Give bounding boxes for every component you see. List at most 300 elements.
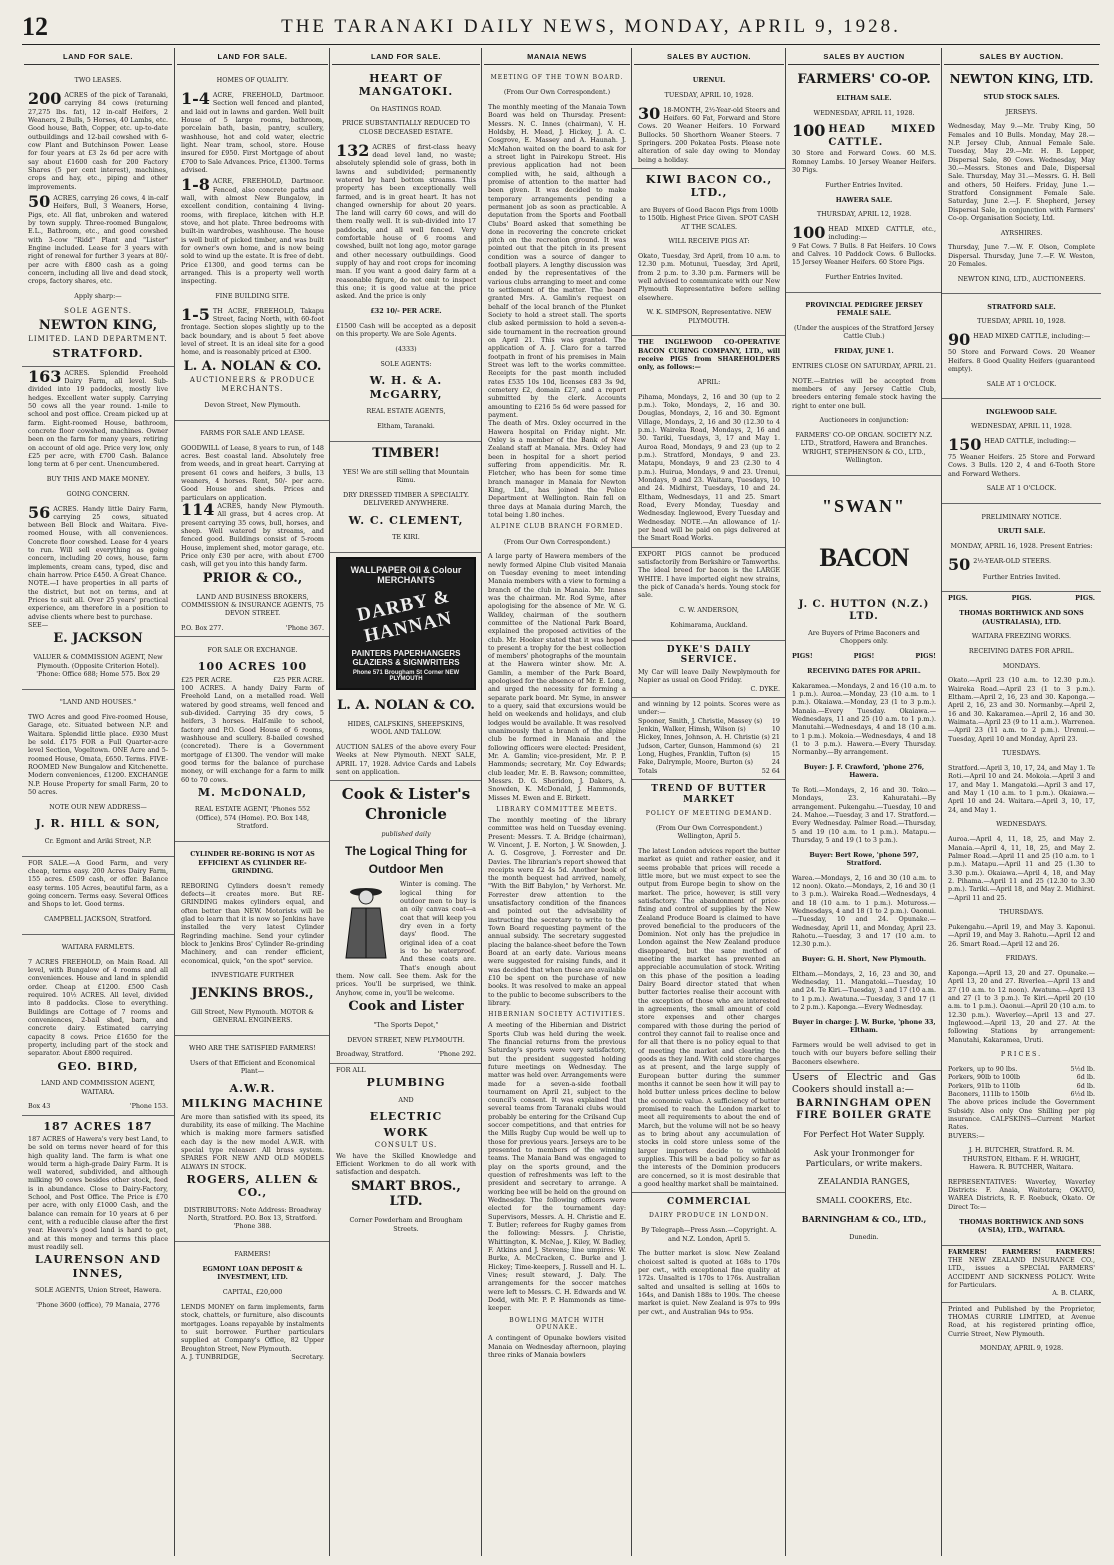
ad-sub-2: AYRSHIRES. [1000, 228, 1043, 237]
firm-name: FARMERS' CO-OP. [797, 72, 931, 87]
firm-name: CAMPBELL JACKSON, Stratford. [44, 914, 152, 923]
ad-title: "LAND AND HOUSES." [59, 698, 137, 707]
buyers-title: BUYERS:— [948, 1131, 985, 1140]
column-header: LAND FOR SALE. [177, 48, 328, 65]
section-title: MEETING OF THE TOWN BOARD. [490, 74, 624, 81]
ad-title: RECEIVING DATES FOR APRIL. [807, 666, 921, 675]
byline: (From Our Own Correspondent.) [503, 88, 611, 97]
chronicle-title-2: Chronicle [365, 805, 447, 824]
ad-close: ENTRIES CLOSE ON SATURDAY, APRIL 21. [792, 361, 936, 370]
article-sub: POLICY OF MEETING DEMAND. [645, 809, 773, 817]
ad-inglewood-sale [942, 399, 1101, 504]
firm-sub: LAND AND BUSINESS BROKERS, COMMISSION & INSURANCE AGENTS, 75 DEVON STREET. [181, 592, 324, 618]
acreage: 1-4 [181, 89, 210, 109]
firm-name: GEO. BIRD, [57, 1059, 139, 1073]
firm-address: Devon Street, New Plymouth. [204, 400, 301, 409]
firm-name: J. R. HILL & SON, [35, 817, 161, 831]
ad-title: FARMERS! [234, 1250, 271, 1259]
day-heading: THURSDAYS. [999, 908, 1044, 917]
signature: C. DYKE. [750, 684, 780, 693]
ad-smart-bros [330, 1064, 482, 1244]
ad-date: THURSDAY, APRIL 12, 1928. [816, 210, 912, 219]
ad-text: REBORING Cylinders doesn't remedy defects—it creates more. But RE-GRINDING makes cylinders equal, and often better than NEW. Motorists will be glad to learn that it is now so Jenkins have installed the very latest Cylinder Regrinding machine. Send your cylinder block to Jenkins Bros' Cylinder Re-grinding Machinery, and can render efficient, economical, quick, "on the spot" service. [181, 881, 324, 965]
page-number: 12 [22, 12, 48, 41]
firm-name: JENKINS BROS., [191, 986, 314, 1002]
score-row: Long, Hughes, Franklin, Tufton (s) 15 [638, 750, 780, 759]
agents-label: SOLE AGENTS. [64, 306, 132, 315]
column-header: SALES BY AUCTION [788, 48, 940, 65]
signature: A. B. CLARK, [1052, 1289, 1095, 1298]
ad-export-pigs [632, 548, 786, 641]
signature: C. W. ANDERSON, [679, 606, 739, 615]
lot-caption: HEAD CATTLE, including:— [984, 437, 1076, 446]
ad-date: FRIDAY, JUNE 1. [834, 347, 894, 356]
ad-consult: CONSULT US. [374, 1140, 438, 1149]
ad-text: ACRES. Splendid Freehold Dairy Farm, all level. Sub-divided into 19 paddocks, mostly live hedges. Excellent water supply. Carrying 50 cows all the year round. 1-mile to school and post office. Cream picked up at farm. Eight-roomed House, bathroom, concrete floor cowshed, machines. Owner been on the farm for many years, retiring on account of old age. Price very low, only £25 per acre, with £700 Cash. Balance long term at 6 per cent. Unencumbered. [28, 368, 168, 469]
ad-text-3: Warea.—Mondays, 2, 16 and 30 (10 a.m. to 12 noon). Okato.—Mondays, 2, 16 and 30 (1 to 3 p.m.). Waireka Road.—Wednesdays, 4 and 18 (10 a.m. to 1 p.m.). Motuross.—Wednesdays, 4 and 18 (1 to 2 p.m.). Oaonui.—Tuesday, 10 and 24. Opunake.—Wednesday, April 11, and Monday, April 23. Rahotu.—Tuesday, 3 and 17 (10 a.m. to 12.30 p.m.). [792, 873, 936, 949]
ad-timber [330, 442, 482, 553]
firm-sub: LIMITED. LAND DEPARTMENT. [28, 335, 168, 344]
ad-text: 7 ACRES FREEHOLD, on Main Road. All level, with Bungalow of 4 rooms and all conveniences. House and land in splendid order. Cheap at £1200. £500 Cash required. 10½ ACRES. All level, divided into 8 paddocks. Close to everything. Buildings are Cottage of 7 rooms and conveniences, 2-bail shed, barn, and concrete dairy. Estimated carrying capacity 8 cows. Price £1650 for the property, including part of the stock and separator. About £800 required. [28, 957, 168, 1058]
ad-range-2: SMALL COOKERS, Etc. [815, 1195, 913, 1205]
ad-note: NOTE OUR NEW ADDRESS— [49, 802, 147, 811]
lot-count: 150 [948, 435, 982, 455]
day-dates: Pukengahu.—April 19, and May 3. Kaponui.—April 19, and May 3. Rahotu.—April 12 and 26. Smart Road.—April 12 and 26. [948, 922, 1095, 948]
firm-name: M. McDONALD, [197, 785, 308, 799]
ad-homes-quality [175, 68, 330, 421]
article-text: The butter market is slow. New Zealand choicest salted is quoted at 168s to 170s per cwt., with exceptional fine quality at 172s. Unsalted is 170s to 176s. Australian salted and unsalted is selling at 160s to 164s, and Danish 188s to 190s. The cheese market is quiet. New Zealand is 97s to 99s per cwt., and Australian 94s to 95s. [638, 1249, 780, 1316]
ad-foot: SALE AT 1 O'CLOCK. [986, 379, 1057, 388]
ad-title: RECEIVING DATES FOR APRIL. [968, 646, 1075, 655]
ad-headline-2: Outdoor Men [368, 862, 444, 877]
firm-sub: REAL ESTATE AGENTS, [366, 407, 446, 416]
ad-farmers-coop [786, 68, 942, 293]
prices-title: PRICES. [1000, 1050, 1043, 1059]
firm-sub: HIDES, CALFSKINS, SHEEPSKINS, WOOL AND TALLOW. [347, 719, 465, 737]
ad-date: WEDNESDAY, APRIL 11, 1928. [971, 422, 1072, 431]
ad-text-2: £1500 Cash will be accepted as a deposit on this property. We are Sole Agents. [336, 321, 476, 339]
signature-town: Kohimarama, Auckland. [670, 620, 748, 629]
section-title: LIBRARY COMMITTEE MEETS. [496, 806, 618, 814]
wp-name: DARBY & HANNAN [355, 585, 455, 647]
acreage: 1-5 [181, 304, 210, 324]
acreage: 114 [181, 500, 215, 520]
ad-headline: 187 ACRES 187 [43, 1119, 153, 1133]
ad-title: STUD STOCK SALES. [983, 92, 1060, 101]
price-row: Porkers, 91lb to 110lb 6d lb. [948, 1081, 1095, 1090]
ad-text: Wednesday, May 9.—Mr. Truby King, 50 Females and 10 Bulls. Monday, May 28.—N.P. Jersey Club, Annual Female Sale. Tuesday, May 29.—Mr. H. B. Lepper, Dispersal Sale, 80 Cows. Wednesday, May 30.—Messrs. Stones and Dale, Dispersal Sale. Thursday, May 31.—Messrs. G. H. Bell and others, 50 Heifers. Friday, June 1.—Stratford Consignment Female Sale. Saturday, June 2.—J. F. Shepherd, Jersey Dispersal Sale, in conjunction with Farmers' Co-op. Organisation Society, Ltd. [948, 122, 1095, 222]
ad-text-2: Te Roti.—Mondays, 2, 16 and 30. Toko.—Mondays, 23. Kahuratahi.—By arrangement. Pukengahu.—Tuesday, 10 and 24. Mahoe.—Tuesday, 3 and 17. Stratford.—Every Wednesday. Palmer Road.—Thursday, 5 and 19 (10 a.m. to 1 p.m.). Matapu.—Thursday, 5 and 19 (1 to 3 p.m.). [792, 786, 936, 844]
ad-title: FOR SALE OR EXCHANGE. [207, 645, 298, 654]
firm-sub: REAL ESTATE AGENT, 'Phones 552 (Office), 574 (Home). P.O. Box 148, Stratford. [194, 805, 311, 831]
masthead-rule [22, 44, 1100, 45]
firm-name: PRIOR & CO., [202, 570, 303, 586]
ad-text: 2½-YEAR-OLD STEERS. [973, 556, 1052, 565]
ad-stratford-sale [942, 294, 1101, 399]
firm-name: SMART BROS., LTD. [351, 1178, 461, 1210]
ad-sale-exchange [175, 637, 330, 842]
ad-sub: URUTI SALE. [997, 527, 1046, 536]
column-header: SALES BY AUCTION. [944, 48, 1099, 65]
ad-title: INGLEWOOD SALE. [986, 407, 1057, 416]
column-6 [785, 48, 942, 1556]
ad-dyke-service [632, 641, 786, 699]
news-butter-market [632, 780, 786, 1193]
ad-title: TWO LEASES. [74, 76, 122, 85]
ad-date: WEDNESDAY, APRIL 11, 1928. [813, 108, 915, 117]
ad-farms-lease [175, 421, 330, 638]
imprint [942, 1303, 1101, 1363]
ad-text: EXPORT PIGS cannot be produced satisfactorily from Berkshire or Tamworths. The ideal breed for bacon is the LARGE WHITE. I have imported eight new strains, the pick of Canada's herds. Young stock for sale. [638, 549, 780, 600]
ad-text: GOODWILL of Lease, 8 years to run, of 148 acres. Best coastal land. Absolutely free from weeds, and in great heart. Carrying at present 61 cows and heifers, 3 bulls, 13 weaners, 4 horses. Rent, 50/- per acre. Good House and sheds. Prices and particulars on application. [181, 443, 324, 502]
firm-name: BARNINGHAM & CO., LTD., [801, 1214, 927, 1225]
ad-two-leases [22, 68, 174, 367]
ad-text: Pihama, Mondays, 2, 16 and 30 (up to 2 p.m.). Toko, Mondays, 2, 16 and 30. Douglas, Mondays, 2, 16 and 30. Egmont Village, Mondays, 2, 16 and 30 (12.30 to 4 p.m.). Waireka Road, Mondays, 2, 16 and 30. Tariki, Tuesdays, 3, 17 and May 1. Auroa Road, Mondays, 9 and 23 (up to 2 p.m.). Stratford, Mondays, 9 and 23. Matapu, Mondays, 9 and 23 (2.30 to 4 p.m.). Huirua, Mondays, 9 and 23. Urenui, Mondays, 9 and 23. Waitara, Tuesdays, 10 and 24. Midhirst, Tuesdays, 10 and 24. Eltham, Wednesdays, 11 and 25. Smart Road, Every Monday, Tuesday and Wednesday. Inglewood, Every Tuesday and Wednesday. NOTE.—An allowance of 1/- per head will be paid on pigs delivered at the Smart Road Works. [638, 392, 780, 543]
ad-headline: 100 ACRES 100 [197, 660, 308, 674]
firm-sub: Corner Powderham and Brougham Streets. [349, 1216, 463, 1233]
firm-sub: AUCTIONEERS & PRODUCE MERCHANTS. [189, 376, 316, 394]
ad-title: HAWERA SALE. [835, 195, 893, 204]
reps: REPRESENTATIVES: Waverley, Waverley Districts: F. Anaia, Waitotara; OKATO, WAREA Districts, R. F. Roebuck, Okato. Or Direct To:— [948, 1177, 1095, 1211]
wp-phone: Phone 571 Brougham St Corner NEW PLYMOUTH [352, 669, 460, 682]
ad-mangatoki [330, 68, 482, 442]
ad-month: APRIL: [697, 378, 721, 387]
ad-187-acres [22, 1116, 174, 1320]
ad-sub: WILL RECEIVE PIGS AT: [668, 237, 750, 246]
ad-text: ACRE, FREEHOLD, Dartmoor. Section well fenced and planted, and laid out in lawns and garden. Well built House of 5 large rooms, bathroom, porcelain bath, basin, pantry, scullery, washhouse, hot and cold water, electric light. Near tram, school, store. House insured for £950. First Mortgage of about £700 to Sale Advances. Price, £1300. Terms advised. [181, 91, 324, 175]
lot-count: 90 [948, 330, 971, 350]
agents-label: SOLE AGENTS: [380, 359, 432, 368]
ad-swan-bacon: "SWAN" BACON J. C. HUTTON (N.Z.) LTD. Are Buyers of Prime Baconers and Choppers only. PIGS! PIGS! PIGS! RECEIVING DATES FOR APRIL. Kakaramea.—Mondays, 2 and 16 (10 a.m. to 1 p.m.). Auroa.—Monday, 23 (10 a.m. to 1 p.m.). Okaiawa.—Monday, 23 (1 to 3 p.m.). Manaia.—Every Tuesday. Okaiawa.—Wednesdays, 11 and 25 (10 a.m. to 1 p.m.). Manutahi.—Wednesdays, 4 and 18 (10 a.m. to 1 p.m.). Mokoia.—Wednesdays, 4 and 18 (1 to 3 p.m.). Hawera.—Every Thursday. Normanby.—By arrangement. Buyer: J. F. Crawford, 'phone 276, Hawera. Te Roti.—Mondays, 2, 16 and 30. Toko.—Mondays, 23. Kahuratahi.—By arrangement. Pukengahu.—Tuesday, 10 and 24. Mahoe.—Tuesday, 3 and 17. Stratford.—Every Wednesday. Palmer Road.—Thursday, 5 and 19 (10 a.m. to 1 p.m.). Matapu.—Thursday, 5 and 19 (1 to 3 p.m.). Buyer: Bert Rowe, 'phone 597, Stratford. Warea.—Mondays, 2, 16 and 30 (10 a.m. to 12 noon). Okato.—Mondays, 2, 16 and 30 (1 to 3 p.m.). Waireka Road.—Wednesdays, 4 and 18 (10 a.m. to 1 p.m.). Motuross.—Wednesdays, 4 and 18 (1 to 2 p.m.). Oaonui.—Tuesday, 10 and 24. Opunake.—Wednesday, April 11, and Monday, April 23. Rahotu.—Tuesday, 3 and 17 (10 a.m. to 12.30 p.m.). Buyer: G. H. Short, New Plymouth. Eltham.—Mondays, 2, 16, 23 and 30, and Wednesday, 11. Mangatoki.—Tuesday, 10 and 24. Te Kiri.—Tuesday, 3 and 17 (10 a.m. to 1 p.m.). Awatuna.—Tuesday, 3 and 17 (1 to 2 p.m.). Kaponga.—Every Wednesday. Buyer in charge: J. W. Burke, 'phone 33, Eltham. Farmers would be well advised to get in touch with our buyers before selling their Baconers elsewhere. [786, 476, 942, 1071]
firm-sub: Cr. Egmont and Ariki Street, N.P. [44, 836, 152, 845]
ad-text: 9 Fat Cows. 7 Bulls. 8 Fat Heifers. 10 Cows and Calves. 10 Paddock Cows. 6 Bullocks. 15 Jersey Weaner Heifers. 60 Store Pigs. [792, 241, 936, 267]
firm-town: TE KIRI. [392, 533, 420, 542]
day-heading: WEDNESDAYS. [996, 820, 1047, 829]
ad-text: Are more than satisfied with its speed, its durability, its ease of milking. The Machine which is making more farmers satisfied each day is the new model A.W.R. with special type releaser. All brass system. SPARES FOR NEW AND OLD MODELS ALWAYS IN STOCK. [181, 1112, 324, 1171]
ad-urenui [632, 68, 786, 169]
ad-land-houses [22, 690, 174, 857]
ad-tagline: INVESTIGATE FURTHER [211, 971, 294, 980]
firm-location: Broadway, Stratford. [336, 1050, 404, 1059]
firm-sub: Gill Street, New Plymouth. MOTOR & GENERAL ENGINEERS. [191, 1008, 314, 1025]
firm-town: STRATFORD. [52, 346, 144, 360]
lot-count: 50 [948, 554, 971, 574]
article-title: TREND OF BUTTER MARKET [651, 784, 767, 805]
wp-top: WALLPAPER Oil & Colour MERCHANTS [350, 564, 462, 585]
day-dates: Okato.—April 23 (10 a.m. to 12.30 p.m.). Waireka Road.—April 23 (1 to 3 p.m.). Eltham.—April 2, 16, 23 and 30. Kaponga.—April 2, 16, 23 and 30. Normanby.—April 2, 16 and 30. Kakaramea.—April 2, 16 and 30. Waimata.—April 23 (9 to 11 a.m.). Warrenea.—April 23 (11 a.m. to 2 p.m.). Urenui.—Tuesday, April 10 and Monday, April 23. [948, 676, 1095, 743]
ad-inglewood-bacon [632, 336, 786, 547]
firm-name: LAURENSON AND INNES, [35, 1253, 161, 1280]
price-right: £25 PER ACRE. [272, 675, 324, 684]
ad-sub: (Under the auspices of the Stratford Jersey Cattle Club.) [793, 324, 935, 341]
ad-cook-lister [330, 781, 482, 1063]
firm-sub: "The Sports Depot," [373, 1020, 439, 1029]
acreage: 200 [28, 89, 62, 109]
ad-title: FINE BUILDING SITE. [215, 292, 290, 301]
firm-name: THOMAS BORTHWICK AND SONS (A'SIA), LTD., WAITARA. [959, 1217, 1084, 1234]
column-header: SALES BY AUCTION. [634, 48, 784, 65]
firm-name: E. JACKSON [53, 631, 143, 647]
ad-milking-machine [175, 1036, 330, 1242]
news-commercial [632, 1193, 786, 1320]
column-4 [481, 48, 632, 1556]
ad-title: HEART OF MANGATOKI. [358, 72, 454, 99]
firm-name: W. H. & A. McGARRY, [369, 374, 443, 401]
ad-text: Kakaramea.—Mondays, 2 and 16 (10 a.m. to 1 p.m.). Auroa.—Monday, 23 (10 a.m. to 1 p.m.). Okaiawa.—Monday, 23 (1 to 3 p.m.). Manaia.—Every Tuesday. Okaiawa.—Wednesdays, 11 and 25 (10 a.m. to 1 p.m.). Manutahi.—Wednesdays, 4 and 18 (10 a.m. to 1 p.m.). Mokoia.—Wednesdays, 4 and 18 (1 to 3 p.m.). Hawera.—Every Thursday. Normanby.—By arrangement. [792, 681, 936, 757]
section-title: BOWLING MATCH WITH OPUNAKE. [509, 1316, 605, 1332]
ad-text: 100 ACRES. A handy Dairy Farm of Freehold Land, on a metalled road. Well watered by good streams, well fenced and sub-divided. Carrying 35 dry cows, 5 heifers, 3 horses. Half-mile to school, factory and P.O. Good House of 6 rooms, washhouse and scullery. 8-bailed cowshed (concreted). There is a Government mortgage of £1300. The vendor will make good terms for the balance of purchase money, or will exchange for a farm to milk 60 to 70 cows. [181, 683, 324, 784]
ad-firm: NEWTON KING, LTD., AUCTIONEERS. [957, 274, 1086, 283]
column-7 [941, 48, 1101, 1556]
lot-count: 100 [792, 222, 826, 242]
score-row: Judson, Carter, Gunson, Hammond (s) 21 [638, 741, 780, 750]
score-row: Fake, Dalrymple, Moore, Burton (s) 24 [638, 758, 780, 767]
imprint-text: Printed and Published by the Proprietor, THOMAS CURRIE LIMITED, at Avenue Road, at his registered printing office, Currie Street, New Plymouth. [948, 1304, 1095, 1338]
firm-name: EGMONT LOAN DEPOSIT & INVESTMENT, LTD. [202, 1265, 303, 1282]
firm-address: DEVON STREET, NEW PLYMOUTH. [347, 1035, 465, 1044]
firm-sub: DISTRIBUTORS: Note Address: Broadway North, Stratford. P.O. Box 13, Stratford. 'Phone 388. [183, 1205, 322, 1231]
ad-text: ACRES of the pick of Taranaki, carrying 84 cows (returning 27,275 lbs. fat), 12 in-calf Heifers, 2 Weaners, 2 Bulls, 5 Horses, 40 Lambs, etc. Good house, Bath, Copper, etc. up-to-date outbuildings and 12-bail cowshed with 6-cow Plant and Butchinson Power. Lease for four years at £3 2s 6d per acre with say about £1600 cash for 200 Factory Shares (5 per cent interest), machines, crops and hay, etc., piping and other improvements. [28, 91, 168, 191]
ad-borthwick-pigs: PIGS. PIGS. PIGS. THOMAS BORTHWICK AND SONS (AUSTRALASIA), LTD. WAITARA FREEZING WORKS. RECEIVING DATES FOR APRIL. MONDAYS. Okato.—April 23 (10 a.m. to 12.30 p.m.). Waireka Road.—April 23 (1 to 3 p.m.). Eltham.—April 2, 16, 23 and 30. Kaponga.—April 2, 16, 23 and 30. Normanby.—April 2, 16 and 30. Kakaramea.—April 2, 16 and 30. Waimata.—April 23 (9 to 11 a.m.). Warrenea.—April 23 (11 a.m. to 2 p.m.). Urenui.—Tuesday, April 10 and Monday, April 23. TUESDAYS. Stratford.—April 3, 10, 17, 24, and May 1. Te Roti.—April 10 and 24. Mokoia.—April 3 and 17, and May 1. Mangatoki.—April 3 and 17, and May 1 (10 a.m. to 1 p.m.). Okaiawa.—April 10 and 24. Waitara.—April 3, 10, 17, 24, and May 1. WEDNESDAYS. Auroa.—April 4, 11, 18, 25, and May 2. Manaia.—April 4, 11, 18, 25, and May 2. Palmer Road.—April 11 and 25 (10 a.m. to 1 p.m.). Matapu.—April 11 and 25 (1.30 to 3.30 p.m.). Okaiawa.—April 4, 18, and May 2. Pihama.—April 11 and 25 (12.30 to 3.30 p.m.). Tariki.—April 18, and May 2. Midhirst.—April 11 and 25. THURSDAYS. Pukengahu.—April 19, and May 3. Kaponui.—April 19, and May 3. Rahotu.—April 12 and 26. Smart Road.—April 12 and 26. FRIDAYS. Kaponga.—April 13, 20 and 27. Opunake.—April 13, 20 and 27. Riverlea.—April 13 and 27 (10 a.m. to 12 noon). Awatuna.—April 13 and 27 (1 to 3 p.m.). Te Kiri.—April 20 (10 a.m. to 1 p.m.). Oaonui.—April 20 (10 a.m. to 12.30 p.m.). Waverley.—April 13 and 27. Inglewood.—April 13, 20 and 27. At the following Stations by arrangement: Manutahi, Kakaramea, Uruti. PRICES. Porkers, up to 90 lbs. 5½d lb. Porkers, 90lb to 100lb 6d lb. Porkers, 91lb to 110lb 6d lb. Baconers, 111lb to 150lb 6½d lb. The above prices include the Government Subsidy. Also only One Shilling per pig insurance. CALFSKINS—Current Market Rates. BUYERS:— J. H. BUTCHER, Stratford. R. M. THURSTON, Eltham. F. H. WRIGHT, Hawera. R. BUTCHER, Waitara. REPRESENTATIVES: Waverley, Waverley Districts: F. Anaia, Waitotara; OKATO, WAREA Districts, R. F. Roebuck, Okato. Or Direct To:— THOMAS BORTHWICK AND SONS (A'SIA), LTD., WAITARA. [942, 592, 1101, 1245]
firm-phone: 'Phone 367. [285, 624, 324, 633]
firm-name: NEWTON KING, LTD. [949, 72, 1094, 86]
ad-text: ACRES, handy New Plymouth. All grass, but 4 acres crop. At present carrying 35 cows, bull, horses, and sheep. Well watered by streams, and fenced good. Buildings consist of 5-room House, implement shed, motor garage, etc. Price only £30 per acre, with about £700 cash, will get you into this handy farm. [181, 502, 324, 569]
ad-waitara-farmlets [22, 935, 174, 1116]
ad-foot: Farmers would be well advised to get in touch with our buyers before selling their Baconers elsewhere. [792, 1040, 936, 1066]
ad-text: My Car will leave Daily Newplymouth for Napier as usual on Good Friday. [638, 668, 780, 685]
byline: By Telegraph—Press Assn.—Copyright. A. and N.Z. London, April 5. [641, 1226, 777, 1243]
ad-sub: JERSEYS. [1005, 107, 1038, 116]
swan-title: "SWAN" [822, 495, 906, 516]
article-text: The latest London advices report the butter market as quiet and rather easier, and it seems probable that prices will recede a little more, but we must expect to see the output from Europe begin to show on the market. The price, however, is still very satisfactory. The abandonment of price-fixing and control of supplies by the New Zealand Produce Board is claimed to have proved beneficial to the producers of the Dominion. Not only has the prejudice in London against the New Zealand produce disappeared, but the sane method of meeting the market has prevented an appreciable accumulation of stock. Writing on this phase of the position a leading Dairy Board director stated that when butter factories realise their account with the exception of those who are interested in agreements, the small amount of cold store expenses and other charges compared with those during the period of control they cannot fail to realise once and for all that there is no policy equal to that of meeting the market and clearing the goods as they land. With cold store charges as at present, and the large supply of European butter during the summer months it cannot be seen how it will pay to hold butter unless prices decline to below the economic value. A sufficiency of butter promised to reach the London market to meet all requirements to about the end of March, but the volume will not be so heavy as to bring about any accumulation of stocks in cold store unless some of the larger importers decide to withhold supplies. This will be a bad policy so far as the interests of the Dominion producers are concerned, so it is most desirable that a good healthy market shall be maintained. [638, 846, 780, 1188]
column-header: LAND FOR SALE. [332, 48, 480, 65]
ad-headline: PRICE SUBSTANTIALLY REDUCED TO CLOSE DECEASED ESTATE. [341, 119, 471, 136]
column-5 [631, 48, 786, 1556]
firm-box: P.O. Box 277. [181, 624, 224, 633]
ad-text-2: Thursday, June 7.—W. F. Olson, Complete Dispersal. Thursday, June 7.—F. W. Weston, 20 Females. [948, 243, 1095, 268]
ad-uruti-sale [942, 504, 1101, 592]
ad-headline: The Logical Thing for [345, 844, 467, 859]
signature: A. J. TUNBRIDGE, [181, 1352, 241, 1361]
firm-phone: 'Phone 292. [437, 1050, 476, 1059]
price-left: £25 PER ACRE. [181, 675, 233, 684]
ad-headline-3: WORK [383, 1125, 429, 1139]
acreage: 1-8 [181, 175, 210, 195]
ad-ask: Ask your Ironmonger for Particulars, or write makers. [805, 1148, 923, 1169]
ad-jersey-sale [786, 293, 942, 476]
ad-foot: SALE AT 1 O'CLOCK. [986, 484, 1057, 493]
ad-newton-king-stud [942, 68, 1101, 294]
ad-text: FOR SALE.—A Good Farm, and very cheap, terms easy. 200 Acres Dairy Farm, 155 acres. £509 cash, or offer. Balance easy terms. 105 Acres, beautiful farm, as a going concern. Terms easy. Several Offices and Shops to let. Good terms. [28, 858, 168, 909]
ad-and: AND [398, 1095, 414, 1104]
newspaper-title: THE TARANAKI DAILY NEWS, MONDAY, APRIL 9, 1928. [281, 16, 901, 37]
lot-caption: HEAD MIXED CATTLE, including:— [973, 332, 1091, 341]
buyer: Buyer: J. F. Crawford, 'phone 276, Hawera. [803, 762, 925, 780]
ad-text: LENDS MONEY on farm implements, farm stock, chattels, or furniture, also discounts mortgages. Loans repayable by instalments to suit borrower. Further particulars supplied at Company's Office, 82 Upper Broughton Street, New Plymouth. [181, 1302, 324, 1353]
ad-title: WHO ARE THE SATISFIED FARMERS! [189, 1044, 316, 1053]
ad-headline-2: ELECTRIC [369, 1110, 443, 1124]
firm-sub: LAND AND COMMISSION AGENT, WAITARA. [40, 1079, 156, 1096]
masthead [22, 8, 1100, 44]
ad-text: 187 ACRES of Hawera's very best Land, to be sold on terms never heard of for this high quality land. The farm is what one would term a high-grade Dairy Farm. It is well watered, subdivided, and although milking 90 cows besides other stock, feed is in abundance. Close to Dairy-Factory, School, and Post Office. The Price is £70 per acre, with only £1000 Cash, and the balance can remain for 10 years at 6 per cent, with a reducible clause after the first year. Hawera's good land is hard to get, and at this money and terms this place must readily sell. [28, 1134, 168, 1252]
buyer: Buyer in charge: J. W. Burke, 'phone 33, Eltham. [792, 1017, 936, 1035]
ad-note: NOTE.—I have properties in all parts of the district, but not on terms, and at Prices to suit all. Over 25 years' practical experience, am therefore in a position to advise clients where best to purchase. [28, 579, 168, 621]
column-3 [329, 48, 482, 1556]
firm-name: KIWI BACON CO., LTD., [645, 173, 773, 200]
firm-name: L. A. NOLAN & CO. [183, 358, 322, 374]
day-dates: Stratford.—April 3, 10, 17, 24, and May 1. Te Roti.—April 10 and 24. Mokoia.—April 3 and 17, and May 1. Mangatoki.—April 3 and 17, and May 1 (10 a.m. to 1 p.m.). Okaiawa.—April 10 and 24. Waitara.—April 3, 10, 17, 24, and May 1. [948, 764, 1095, 814]
acreage: 163 [28, 366, 62, 386]
ad-range: ZEALANDIA RANGES, [818, 1177, 910, 1187]
buyer: Buyer: G. H. Short, New Plymouth. [801, 955, 927, 964]
score-row: Hickey, Innes, Johnson, A. H. Christie (s) 21 [638, 733, 780, 742]
ad-text: ACRES. Handy little Dairy Farm, carrying 25 cows, situated between Bell Block and Waitara. Five-roomed House, with all conveniences. Concrete floor cowshed. Lease for 4 years to run. Will sell everything as going concern, including 20 cows, house, farm implements, cream cans, typed, disc and chain harrow. Price £450. A Great Chance. [28, 504, 168, 580]
ad-text: ACRE, FREEHOLD, Dartmoor. Fenced, also concrete paths and wall, with almost New Bungalow, in excellent condition, containing 4 living-rooms, with fireplace, kitchen with H.P. stove, and hot plate. Three bedrooms with built-in wardrobes, washhouse. The house is well built of picked timber, and was built for owner's own home, and is now being sold to wind up the estate. It is free of debt. Price £1300, and good terms can be arranged. This is a property well worth inspecting. [181, 177, 324, 286]
ad-ref: (4333) [395, 344, 417, 353]
firm-phone: 'Phone 153. [129, 1102, 168, 1111]
ad-title: PROVINCIAL PEDIGREE JERSEY FEMALE SALE. [805, 301, 923, 318]
score-row: Jenkin, Walker, Himsh, Wilson (s) 10 [638, 725, 780, 734]
prices-note: The above prices include the Government Subsidy. Also only One Shilling per pig insurance. CALFSKINS—Current Market Rates. [948, 1098, 1095, 1132]
lot-count: 30 [638, 103, 661, 123]
ad-price: £32 10/- PER ACRE. [370, 307, 442, 316]
ad-title: HOMES OF QUALITY. [216, 76, 289, 85]
ad-text: TH ACRE, FREEHOLD, Takapu Street, facing North, with 60-foot frontage. Section slopes slightly up to the back boundary, and is about 5 feet above level of street. It is an ideal site for a good home, and is reasonably priced at £300. [181, 306, 324, 357]
column-header: LAND FOR SALE. [24, 48, 172, 65]
acreage: 132 [336, 140, 370, 160]
article-sub: DAIRY PRODUCE IN LONDON. [648, 1212, 770, 1220]
ad-text: Winter is coming. The logical thing for outdoor men to buy is an oily canvas coat—a coat that will keep you dry even in a forty days' flood. The original idea of a coat is to be waterproof. And these coats are. That's enough about them. Now call. See them. Ask for the prices. You'll be surprised, we think. Anyhow, come in, you'll be welcome. [336, 880, 476, 997]
imprint-date: MONDAY, APRIL 9, 1928. [979, 1344, 1064, 1353]
chronicle-sub: published daily [381, 829, 431, 838]
ad-foot: Further Entries Invited. [825, 180, 903, 189]
firm-phone: 'Phone 3600 (office), 79 Manaia, 2776 [36, 1300, 160, 1309]
ad-text: YES! We are still selling that Mountain Rimu. [342, 467, 470, 484]
ad-egmont-loan [175, 1242, 330, 1365]
ad-sub: For Perfect Hot Water Supply. [803, 1130, 925, 1140]
firm-name: NEWTON KING, [38, 317, 158, 333]
ad-headline: PLUMBING [366, 1076, 446, 1090]
ad-title: CYLINDER RE-BORING IS NOT AS EFFICIENT AS CYLINDER RE-GRINDING. [190, 850, 315, 875]
wp-trades: PAINTERS PAPERHANGERS GLAZIERS & SIGNWRITERS [351, 648, 461, 667]
firm-sub: VALUER & COMMISSION AGENT, New Plymouth. (Opposite Criterion Hotel). 'Phone: Office 688; Home 575. Box 29 [33, 653, 163, 679]
section-title: HIBERNIAN SOCIETY ACTIVITIES. [488, 1011, 626, 1019]
ad-text: TWO Acres and good Five-roomed House, Garage, etc. Situated between N.P. and Waitara. Splendid little place. £930 Must be sold. £175 FOR a Full Quarter-acre level Section, Vogeltown. ONE Acre and 5-roomed House, Omata, £650. Terms. FIVE-ROOMED New Bungalow and Kitchenette. Modern conveniences, £1200. EXCHANGE N.P. House Property for small Farm, 20 to 50 acres. [28, 712, 168, 796]
column-header: MANAIA NEWS [484, 48, 630, 65]
buyers-list: J. H. BUTCHER, Stratford. R. M. THURSTON, Eltham. F. H. WRIGHT, Hawera. R. BUTCHER, Waitara. [962, 1146, 1081, 1172]
scores-intro: and winning by 12 points. Scores were as under:— [638, 700, 780, 717]
lot-count: 100 [792, 121, 826, 141]
price-row: Porkers, up to 90 lbs. 5½d lb. [948, 1065, 1095, 1074]
ad-firms: FARMERS' CO-OP. ORGAN. SOCIETY N.Z. LTD., Stratford, Hawera and Branches. WRIGHT, STEPHENSON & CO., LTD., Wellington. [795, 431, 933, 465]
ad-tagline: BUY THIS AND MAKE MONEY. [46, 475, 150, 484]
price-row: Baconers, 111lb to 150lb 6½d lb. [948, 1090, 1095, 1099]
article-text: The monthly meeting of the library committee was held on Tuesday evening. Present: Messrs. T. A. Bridge (chairman), W. Vincent, J. E. Norton, J. W. Snowden, J. A. G. Cosgrove, J. Forrester and Dr. Davies. The librarian's report showed that receipts were £2 4s 5d. Another book of the month bequest had arrived, namely, "With the Biff Babylon," by Verhorst. Mr. Forrester drew attention to the unsatisfactory condition of the finances and pointed out the advisability of instructing the secretary to write to the Town Board requesting payment of the annual subsidy. The secretary suggested placing the balance-sheet before the Town Board at an early date. Various means were suggested for raising funds, and it was decided that when these are available £10 be spent on the purchase of new books. It was resolved to make an appeal to the public to become subscribers to the library. [488, 815, 626, 1008]
ad-text-2: Okato, Tuesday, 3rd April, from 10 a.m. to 12.30 p.m. Motunui, Tuesday, 3rd April, from 2 p.m. to 3.30 p.m. Farmers will be well advised to communicate with our New Plymouth Representative before selling elsewhere. [638, 251, 780, 302]
ad-title: WAITARA FARMLETS. [61, 943, 135, 952]
buyer: Buyer: Bert Rowe, 'phone 597, Stratford. [809, 850, 919, 868]
byline: (From Our Own Correspondent.) [503, 537, 611, 546]
ad-good-farm [22, 857, 174, 935]
ad-kiwi-bacon [632, 169, 786, 336]
firm-box: Box 43 [28, 1102, 51, 1111]
ad-title: FARMS FOR SALE AND LEASE. [200, 429, 305, 438]
chronicle-title: Cook & Lister's [341, 785, 471, 804]
firm-name: W. C. CLEMENT, [348, 513, 464, 527]
ad-nolan-hides [330, 694, 482, 781]
ad-headline: DRY DRESSED TIMBER A SPECIALTY. DELIVERED ANYWHERE. [342, 490, 470, 507]
signature: W. K. SIMPSON, Representative. NEW PLYMOUTH. [646, 308, 772, 325]
ad-text: THE NEW ZEALAND INSURANCE CO., LTD., issues a SPECIAL FARMERS' ACCIDENT AND SICKNESS POLICY. Write for Particulars. [948, 1255, 1095, 1289]
ad-title: STRATFORD SALE. [987, 302, 1056, 311]
ad-date: MONDAY, APRIL 16, 1928. Present Entries: [950, 542, 1093, 551]
oilskin-man-illustration [336, 882, 396, 962]
day-dates: Auroa.—April 4, 11, 18, 25, and May 2. Manaia.—April 4, 11, 18, 25, and May 2. Palmer Road.—April 11 and 25 (10 a.m. to 1 p.m.). Matapu.—April 11 and 25 (1.30 to 3.30 p.m.). Okaiawa.—April 4, 18, and May 2. Pihama.—April 11 and 25 (12.30 to 3.30 p.m.). Tariki.—April 18, and May 2. Midhirst.—April 11 and 25. [948, 835, 1095, 902]
column-2 [174, 48, 330, 1556]
article-text: A large party of Hawera members of the newly formed Alpine Club visited Manaia on Tuesday evening to meet intending Manaia members with a view to forming a branch of the club in Manaia. Mr. Innes was the chairman. Mr. Rod Syme, after apologising for the absence of Mr. W. G. Walkley, chairman of the southern committee of the National Park Board, explained the proposed activities of the club. Mr. Hooker stated that it was hoped to present a trophy for the best collection of members' photographs of the mountain at the Hawera winter show. Mr. A. Gamlin, a member of the Park Board, apologised for the absence of Mr. E. Long, and urged the necessity for forming a separate park board. Mr. Syme, in answer to a query, said that excursions would be held on weekends and holidays, and club lodges would be available. It was resolved unanimously that a branch of the alpine club be formed in Manaia and the following officers were elected: President, Mr. A. Gamlin; vice-president, Mr. P. P. Hammonds; secretary, Mr. Coy Edwards; club leader, Mr. E. B. Rawson; committee, Messrs. D. G. Sheridon, J. Dakers, A. Snowden, K. McDonald, J. Hammonds, Misses M. Ewen and E. Birkett. [488, 552, 626, 802]
price-row: Porkers, 90lb to 100lb 6d lb. [948, 1073, 1095, 1082]
column-1 [22, 48, 174, 1556]
article-text: The monthly meeting of the Manaia Town Board was held on Thursday. Present: Messrs. N. C. Innes (chairman), V. H. Holdsby, H. Mead, J. Hickey, J. A. C. Cosgrove, E. Massey and A. Haunah. J. McMahon waited on the board to ask for a street light in Pairekopu Street. His previous application had not been complied with, he said, although a promise of attention to the matter had been given. It was decided to make temporary arrangements pending a permanent job as soon as practicable. A deputation from the Sports and Football Clubs' Board asked that something be done in recovering the concrete cricket pitch on the recreation ground. It was pointed out that the pitch in its present condition was a source of danger to football players. A lengthy discussion was ended by the representatives of the various clubs arranging to meet and come to settlement of the matter. The board granted Mrs. A. Gamlin's request on behalf of the local branch of the Plunket Society to hold a street stall. The sports club asked permission to hold a seven-a-side tournament in the recreation ground on April 21. This was granted. The application of A. J. Claro for a tarred footpath in front of his premises in Main Street was left to the works committee. Receipts for the past month included rates £535 10s 10d, licenses £83 3s 9d, cemetery £2, domain £27, and a report submitted by the clerk. Accounts amounting to £216 5s 6d were passed for payment. [488, 102, 626, 420]
ad-note: NOTE.—Entries will be accepted from members of any Jersey Cattle Club, breeders entering female stock having the right to enter one bull. [792, 376, 936, 410]
score-row: Spooner, Smith, J. Christie, Massey (s) 19 [638, 716, 780, 725]
firm-sub: Are Buyers of Prime Baconers and Choppers only. [808, 629, 920, 646]
ad-nz-insurance: FARMERS! FARMERS! FARMERS! THE NEW ZEALAND INSURANCE CO., LTD., issues a SPECIAL FARMERS' ACCIDENT AND SICKNESS POLICY. Write for Particulars. A. B. CLARK, [942, 1246, 1101, 1303]
firm-name: ROGERS, ALLEN & CO., [186, 1172, 319, 1200]
ad-text: Users of Electric and Gas Cookers should install a:— [792, 1072, 936, 1095]
firm-sub: SOLE AGENTS, Union Street, Hawera. [34, 1286, 162, 1295]
article-title: COMMERCIAL [667, 1197, 751, 1208]
day-heading: MONDAYS. [1002, 661, 1041, 670]
capital: CAPITAL, £20,000 [222, 1288, 283, 1297]
signature-role: Secretary. [291, 1352, 324, 1361]
news-manaia [482, 68, 632, 1363]
ad-cylinder-regrinding [175, 842, 330, 1036]
firm-name: J. C. HUTTON (N.Z.) LTD. [798, 598, 930, 622]
lot-caption: HEAD MIXED CATTLE. [828, 124, 936, 149]
ad-barningham [786, 1071, 942, 1251]
ad-dairy-farm [22, 367, 174, 690]
day-dates: Kaponga.—April 13, 20 and 27. Opunake.—April 13, 20 and 27. Riverlea.—April 13 and 27 (10 a.m. to 12 noon). Awatuna.—April 13 and 27 (1 to 3 p.m.). Te Kiri.—April 20 (10 a.m. to 1 p.m.). Oaonui.—April 20 (10 a.m. to 12.30 p.m.). Waverley.—April 13 and 27. Inglewood.—April 13, 20 and 27. At the following Stations by arrangement: Manutahi, Kakaramea, Uruti. [948, 969, 1095, 1044]
ad-for: FOR ALL [336, 1065, 366, 1074]
ad-text: ACRES, carrying 26 cows, 4 in-calf Heifers, Bull, 3 Weaners, Horse, Pigs, etc. All flat, unbroken and watered by town supply. Three-roomed Bungalow, E.L., Bathroom, etc., and good cowshed with 3-cow "Ridd" Plant and "Lister" Engine included. Lease for 3 years with right of renewal for further 3 years at 80/- per acre with £800 cash as a going concern, including all live and dead stock, crops, factory shares, etc. [28, 194, 168, 286]
ad-title: PRELIMINARY NOTICE. [981, 512, 1062, 521]
ad-text: ACRES of first-class heavy dead level land, no waste; absolutely splendid sole of grass, both in lawns and subdivided; permanently watered by hard bottom streams. This property has been exceptionally well farmed, and is in great heart. It has not changed ownership for about 20 years. The land will carry 60 cows, and will do them really well. It is sub-divided into 17 paddocks, and all well fenced. Very comfortable house of 6 rooms and cowshed, built not long ago, motor garage and other necessary outbuildings. Good supply of hay and root crops for incoming man. If you want a good dairy farm at a reasonable figure, do not omit to inspect this one; it is good value at the price asked. And the price is only [336, 142, 476, 301]
ad-title: GOING CONCERN. [66, 489, 130, 498]
firm-name: THOMAS BORTHWICK AND SONS (AUSTRALASIA), LTD. [959, 609, 1084, 626]
article-text: A contingent of Opunake bowlers visited Manaia on Wednesday afternoon, playing three rinks of Manaia bowlers [488, 1334, 626, 1359]
firm-name: L. A. NOLAN & CO. [337, 697, 475, 713]
ad-conj: Auctioneers in conjunction: [819, 416, 909, 425]
firm-name: Cook and Lister [348, 998, 464, 1014]
ad-date: TUESDAY, APRIL 10, 1928. [664, 91, 754, 100]
score-total: Totals 52 64 [638, 766, 780, 775]
section-title: ALPINE CLUB BRANCH FORMED. [490, 523, 624, 531]
ad-text: AUCTION SALES of the above every Four Weeks at New Plymouth. NEXT SALE, APRIL 17, 1928. Advice Cards and Labels sent on application. [336, 742, 476, 776]
firm-town: Dunedin. [849, 1232, 879, 1241]
ad-text: 18-MONTH, 2½-Year-old Steers and Heifers. 60 Fat, Forward and Store Cows. 20 Weaner Heifers. 10 Forward Bullocks. 50 Shorthorn Weaner Steers. 7 Springers. 200 Pokatea Posts. Please note alteration of sale day owing to Monday being a holiday. [638, 105, 780, 164]
see-label: SEE— [28, 621, 49, 630]
ad-title: URENUI. [692, 76, 726, 85]
lot-caption: HEAD MIXED CATTLE, etc., including:— [828, 224, 936, 242]
ad-text: are Buyers of Good Bacon Pigs from 100lb to 150lb. Highest Price Given. SPOT CASH AT THE SCALES. [639, 205, 779, 231]
day-heading: FRIDAYS. [1005, 954, 1038, 963]
ad-text: 75 Weaner Heifers. 25 Store and Forward Cows. 3 Bulls. 120 2, 4 and 6-Tooth Store and Forward Wethers. [948, 453, 1095, 478]
ad-foot: Further Entries Invited. [825, 272, 903, 281]
apply-note: Apply sharp:— [74, 292, 122, 301]
ad-sub: On HASTINGS ROAD. [370, 104, 442, 113]
acreage: 50 [28, 192, 51, 212]
